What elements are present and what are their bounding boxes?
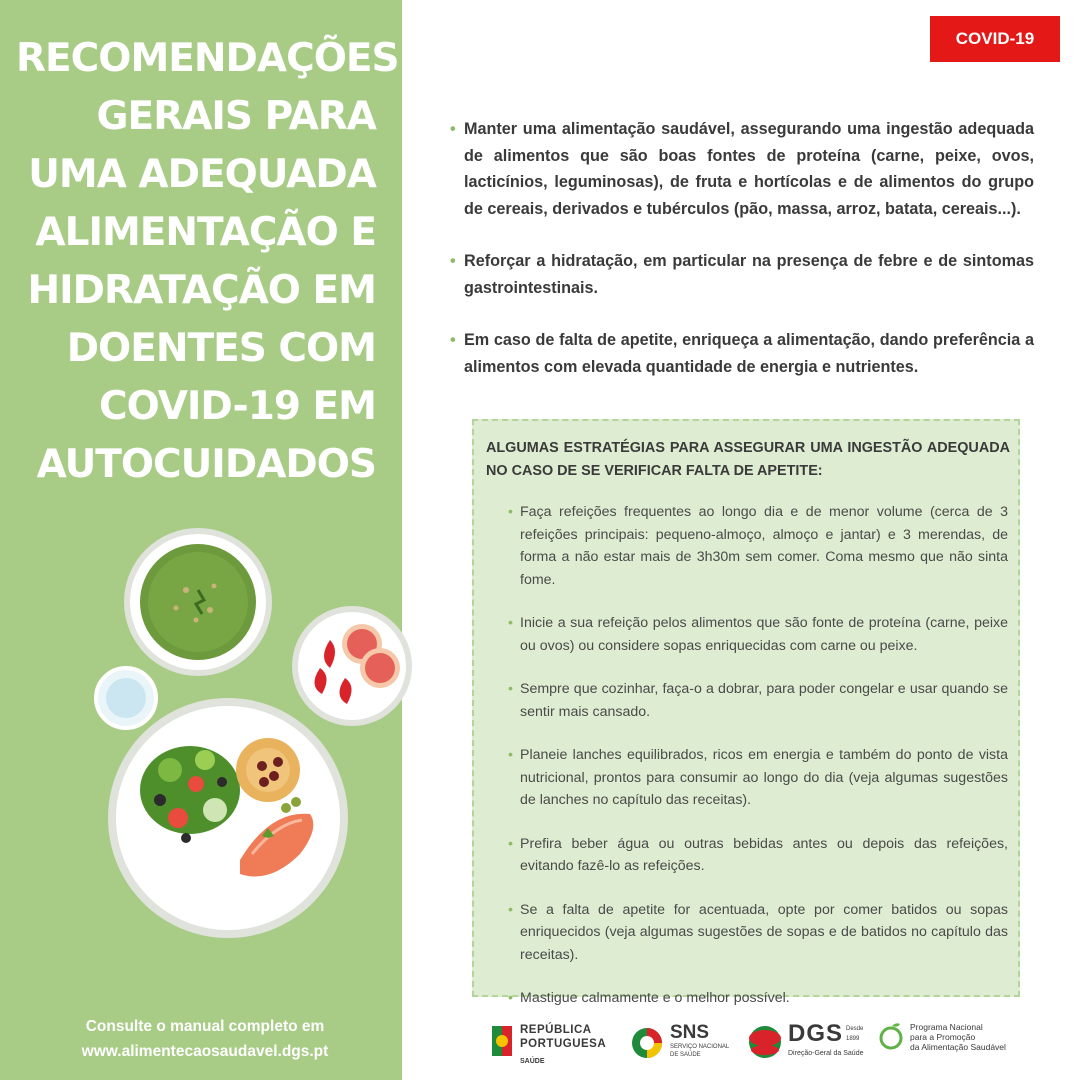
republica-line2: PORTUGUESA bbox=[520, 1038, 607, 1050]
list-item: • Se a falta de apetite for acentuada, opte por comer batidos ou sopas enriquecidos (veja algumas sugestões de sopas e de batidos no capítulo das receitas). bbox=[508, 899, 1008, 967]
salad-plate-icon bbox=[108, 698, 348, 938]
footer-note bbox=[40, 1014, 370, 1064]
title-line: DOENTES COM bbox=[66, 326, 376, 371]
list-item: • Sempre que cozinhar, faça-o a dobrar, para poder congelar e usar quando se sentir mais cansado. bbox=[508, 678, 1008, 723]
list-item: • Faça refeições frequentes ao longo dia e de menor volume (cerca de 3 refeições principais: pequeno-almoço, almoço e jantar) e 3 merendas, de forma a não estar mais de 3h30m sem comer. Coma mesmo que não sinta fome. bbox=[508, 501, 1008, 591]
strategies-list bbox=[508, 501, 1008, 1031]
covid-badge: COVID-19 bbox=[930, 16, 1060, 62]
apple-ring-icon bbox=[878, 1022, 904, 1052]
pnpas-logo bbox=[878, 1020, 1018, 1070]
list-item: • Prefira beber água ou outras bebidas antes ou depois das refeições, evitando fazê-lo as refeições. bbox=[508, 833, 1008, 878]
list-item: • Em caso de falta de apetite, enriqueça a alimentação, dando preferência a alimentos com elevada quantidade de energia e nutrientes. bbox=[452, 327, 1034, 380]
dgs-logo bbox=[748, 1020, 868, 1070]
sns-logo bbox=[630, 1020, 730, 1070]
strategies-box bbox=[472, 419, 1020, 1006]
republica-line1: REPÚBLICA bbox=[520, 1024, 592, 1036]
title-line: GERAIS PARA bbox=[96, 94, 376, 139]
dgs-sub: Direção-Geral da Saúde bbox=[788, 1050, 864, 1057]
sns-sub2: DE SAÚDE bbox=[670, 1052, 701, 1058]
title-line: UMA ADEQUADA bbox=[28, 152, 376, 197]
footer-text: Consulte o manual completo em bbox=[85, 1018, 325, 1035]
main-recommendations bbox=[452, 116, 1034, 406]
list-item: • Mastigue calmamente e o melhor possível. bbox=[508, 987, 1008, 1010]
list-item: • Planeie lanches equilibrados, ricos em energia e também do ponto de vista nutricional, prontos para consumir ao longo do dia (veja algumas sugestões de lanches no capítulo das receitas). bbox=[508, 744, 1008, 812]
dgs-emblem-icon bbox=[748, 1024, 782, 1060]
partner-logos bbox=[488, 1020, 1068, 1070]
left-panel bbox=[0, 0, 402, 1080]
title-line: ALIMENTAÇÃO E bbox=[35, 210, 376, 255]
sns-emblem-icon bbox=[630, 1026, 664, 1060]
water-glass-icon bbox=[96, 668, 156, 728]
page-title bbox=[16, 30, 399, 494]
list-item: • Manter uma alimentação saudável, assegurando uma ingestão adequada de alimentos que são boas fontes de proteína (carne, peixe, ovos, lacticínios, leguminosas), de fruta e hortícolas e de alimentos do grupo de cereais, derivados e tubérculos (pão, massa, arroz, batata, cereais...). bbox=[452, 116, 1034, 222]
title-line: AUTOCUIDADOS bbox=[36, 442, 376, 487]
strategies-title: ALGUMAS ESTRATÉGIAS PARA ASSEGURAR UMA INGESTÃO ADEQUADA NO CASO DE SE VERIFICAR FALTA DE APETITE: bbox=[486, 440, 1010, 479]
flag-emblem-icon bbox=[490, 1024, 514, 1058]
soup-bowl-icon bbox=[124, 528, 272, 676]
republica-sub: SAÚDE bbox=[520, 1058, 545, 1065]
pnpas-line3: da Alimentação Saudável bbox=[910, 1042, 1006, 1052]
title-line: HIDRATAÇÃO EM bbox=[27, 268, 376, 313]
sns-title: SNS bbox=[670, 1022, 710, 1043]
food-illustration bbox=[0, 520, 420, 990]
website-link[interactable]: www.alimentecaosaudavel.dgs.pt bbox=[81, 1043, 329, 1060]
fruit-plate-icon bbox=[292, 606, 412, 726]
dgs-title: DGS bbox=[788, 1020, 844, 1047]
sns-sub1: SERVIÇO NACIONAL bbox=[670, 1044, 730, 1050]
dgs-since1: Desde bbox=[846, 1026, 864, 1032]
list-item: • Inicie a sua refeição pelos alimentos que são fonte de proteína (carne, peixe ou ovos) ou considere sopas enriquecidas com carne ou peixe. bbox=[508, 612, 1008, 657]
title-line: RECOMENDAÇÕES bbox=[16, 36, 399, 81]
republica-portuguesa-logo bbox=[488, 1020, 618, 1070]
pnpas-line1: Programa Nacional bbox=[910, 1022, 983, 1032]
dgs-since2: 1899 bbox=[846, 1036, 860, 1042]
title-line: COVID-19 EM bbox=[98, 384, 376, 429]
list-item: • Reforçar a hidratação, em particular na presença de febre e de sintomas gastrointestinais. bbox=[452, 248, 1034, 301]
pnpas-line2: para a Promoção bbox=[910, 1032, 976, 1042]
